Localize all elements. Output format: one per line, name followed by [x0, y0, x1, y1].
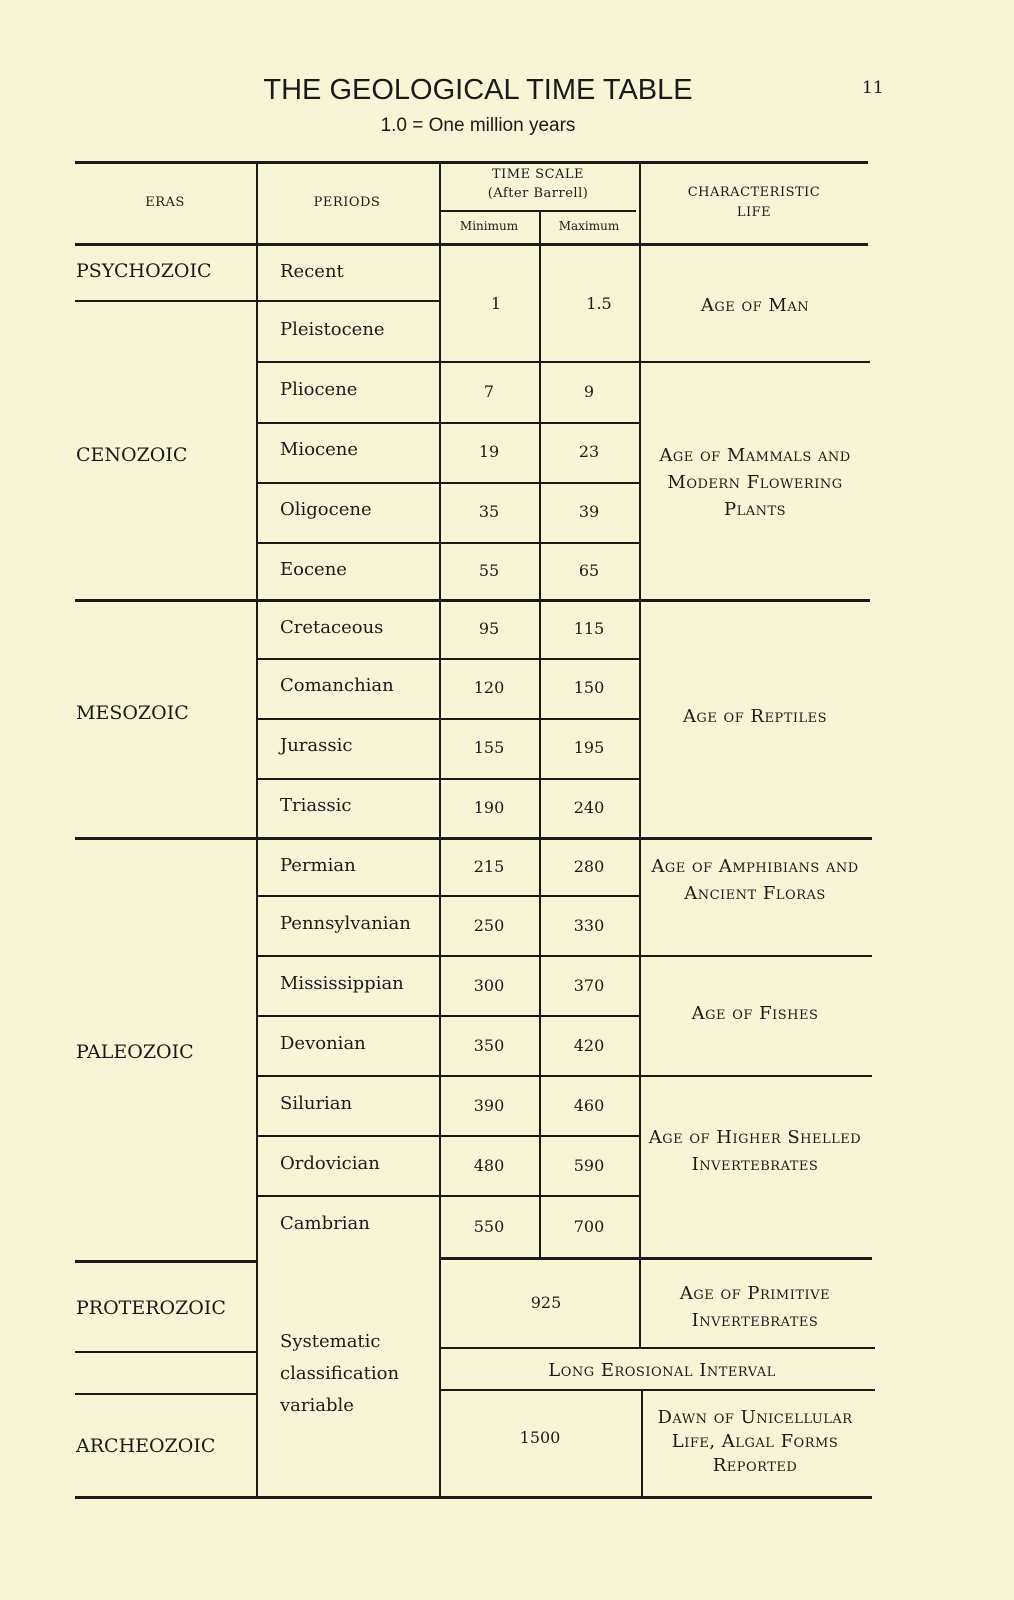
minimum-value: 550: [473, 1217, 505, 1236]
header-time-scale: TIME SCALE: [491, 167, 585, 182]
table-rule: [256, 542, 639, 544]
characteristic-life: Age of Fishes: [691, 1003, 819, 1024]
period-label: Jurassic: [280, 735, 353, 756]
maximum-value: 195: [573, 738, 605, 757]
period-label: Devonian: [280, 1033, 366, 1054]
table-rule: [75, 1351, 256, 1353]
table-rule: [256, 162, 258, 1496]
era-label: PALEOZOIC: [76, 1041, 194, 1063]
table-rule: [439, 1257, 872, 1260]
table-rule: [75, 161, 868, 164]
maximum-value: 420: [573, 1036, 605, 1055]
table-rule: [75, 1496, 872, 1499]
maximum-value: 330: [573, 916, 605, 935]
header-periods: PERIODS: [313, 195, 381, 210]
minimum-value: 215: [473, 857, 505, 876]
table-rule: [439, 210, 636, 212]
period-label: Ordovician: [280, 1153, 380, 1174]
header-life: CHARACTERISTIC LIFE: [687, 185, 821, 220]
period-label: Recent: [280, 261, 344, 282]
characteristic-life: Age of Amphibians and Ancient Floras: [651, 856, 859, 904]
minimum-value: 250: [473, 916, 505, 935]
table-rule: [75, 837, 872, 840]
table-rule: [256, 361, 870, 363]
maximum-value: 9: [583, 382, 595, 401]
header-eras: ERAS: [145, 195, 185, 210]
period-label: Pennsylvanian: [280, 913, 411, 934]
table-rule: [256, 658, 639, 660]
characteristic-life: Age of Higher Shelled Invertebrates: [648, 1127, 862, 1175]
maximum-value: 280: [573, 857, 605, 876]
period-label: Permian: [280, 855, 356, 876]
table-rule: [256, 1015, 639, 1017]
table-rule: [256, 300, 439, 302]
table-rule: [256, 778, 639, 780]
table-rule: [256, 482, 639, 484]
maximum-value: 39: [578, 502, 600, 521]
era-label: MESOZOIC: [76, 702, 189, 724]
minimum-value: 155: [473, 738, 505, 757]
table-rule: [256, 1135, 639, 1137]
period-label: Oligocene: [280, 499, 372, 520]
table-rule: [75, 300, 256, 302]
era-label: PSYCHOZOIC: [76, 260, 212, 282]
table-rule: [256, 422, 639, 424]
period-label: Cretaceous: [280, 617, 384, 638]
table-rule: [256, 1075, 872, 1077]
table-rule: [256, 1195, 639, 1197]
table-rule: [256, 895, 639, 897]
period-label: Pleistocene: [280, 319, 385, 340]
maximum-value: 590: [573, 1156, 605, 1175]
minimum-value: 95: [478, 619, 500, 638]
period-label: Miocene: [280, 439, 359, 460]
table-rule: [439, 1389, 875, 1391]
characteristic-life: Age of Man: [700, 295, 810, 316]
minimum-value: 350: [473, 1036, 505, 1055]
table-rule: [256, 955, 872, 957]
period-label: Comanchian: [280, 675, 394, 696]
table-rule: [641, 1390, 643, 1496]
minimum-value: 35: [478, 502, 500, 521]
period-label: Cambrian: [280, 1213, 370, 1234]
maximum-value: 240: [573, 798, 605, 817]
period-label: Mississippian: [280, 973, 404, 994]
period-label: Triassic: [280, 795, 352, 816]
era-label: PROTEROZOIC: [76, 1297, 226, 1319]
maximum-value: 23: [578, 442, 600, 461]
time-value: 1500: [519, 1428, 561, 1447]
minimum-value: 7: [483, 382, 495, 401]
table-rule: [75, 1260, 256, 1263]
maximum-value: 700: [573, 1217, 605, 1236]
maximum-value: 65: [578, 561, 600, 580]
table-rule: [75, 243, 868, 246]
period-label: Eocene: [280, 559, 347, 580]
maximum-value: 1.5: [586, 294, 612, 313]
header-minimum: Minimum: [459, 219, 519, 233]
characteristic-life: Dawn of Unicellular Life, Algal Forms Reported: [657, 1407, 853, 1476]
interval-label: Long Erosional Interval: [548, 1360, 776, 1381]
maximum-value: 460: [573, 1096, 605, 1115]
table-rule: [639, 162, 641, 1348]
table-rule: [75, 599, 870, 602]
minimum-value: 19: [478, 442, 500, 461]
minimum-value: 300: [473, 976, 505, 995]
minimum-value: 1: [490, 294, 502, 313]
table-rule: [539, 211, 541, 1258]
minimum-value: 55: [478, 561, 500, 580]
minimum-value: 190: [473, 798, 505, 817]
table-rule: [439, 162, 441, 1496]
characteristic-life: Age of Mammals and Modern Flowering Plants: [659, 445, 851, 520]
page-subtitle: 1.0 = One million years: [380, 115, 576, 136]
page-number: 11: [862, 78, 884, 98]
header-time-scale-sub: (After Barrell): [487, 186, 589, 201]
maximum-value: 150: [573, 678, 605, 697]
page-title: THE GEOLOGICAL TIME TABLE: [263, 74, 693, 106]
minimum-value: 390: [473, 1096, 505, 1115]
header-maximum: Maximum: [558, 219, 620, 233]
minimum-value: 480: [473, 1156, 505, 1175]
maximum-value: 370: [573, 976, 605, 995]
period-label: Silurian: [280, 1093, 353, 1114]
era-label: CENOZOIC: [76, 444, 188, 466]
table-rule: [75, 1393, 256, 1395]
characteristic-life: Age of Reptiles: [682, 706, 828, 727]
period-label: Pliocene: [280, 379, 358, 400]
table-rule: [439, 1347, 875, 1349]
time-value: 925: [530, 1293, 562, 1312]
period-label: Systematic classification variable: [280, 1331, 400, 1416]
maximum-value: 115: [573, 619, 605, 638]
minimum-value: 120: [473, 678, 505, 697]
era-label: ARCHEOZOIC: [76, 1435, 216, 1457]
characteristic-life: Age of Primitive Invertebrates: [679, 1283, 831, 1331]
table-rule: [256, 718, 639, 720]
